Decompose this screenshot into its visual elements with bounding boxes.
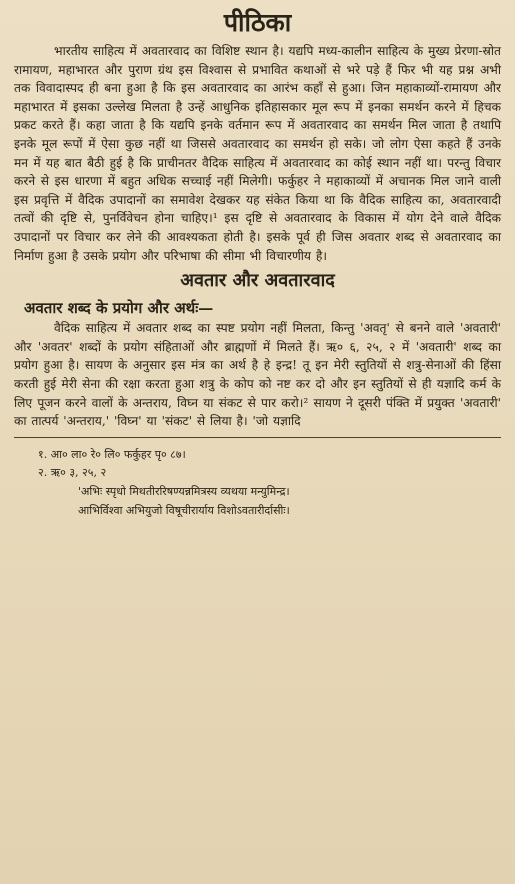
intro-paragraph: भारतीय साहित्य में अवतारवाद का विशिष्ट स्थान है। यद्यपि मध्य-कालीन साहित्य के मुख्य प्रेरणा-स्रोत रामायण, महाभारत और पुराण ग्रंथ इस विश्वास से प्रभावित कथाओं से भरे पड़े हैं फिर भी यह प्रश्न अभी तक विवादास्पद ही बना हुआ है कि इस अवतारवाद का आरंभ कहाँ से हुआ। जिन महाकाव्यों-रामायण और महाभारत में इसका उल्लेख मिलता है उन्हें आधुनिक इतिहासकार मूल रूप में इनका समर्थन करने में हिचक प्रकट करते हैं। कहा जाता है कि यद्यपि इनके वर्तमान रूप में अवतारवाद का समर्थन मिल जाता है तथापि इनके मूल रूपों में ऐसा कुछ नहीं था जिससे अवतारवाद का समर्थन हो सके। जो लोग ऐसा कहते हैं उनके मन में यह बात बैठी हुई है कि प्राचीनतर वैदिक साहित्य में अवतारवाद का कोई स्थान नहीं था। परन्तु विचार करने से इस धारणा में बहुत अधिक सच्चाई नहीं मिलेगी। फर्कुहर ने महाकाव्यों में अचानक मिल जाने वाली इस प्रवृत्ति में वैदिक उपादानों का समावेश देखकर यह संकेत किया था कि वैदिक साहित्य का, अवतारवादी तत्वों की दृष्टि से, पुनर्विवेचन होना चाहिए।¹ इस दृष्टि से अवतारवाद के विकास में योग देने वाले वैदिक उपादानों पर विचार कर लेने की आवश्यकता होती है। इसके पूर्व ही जिस अवतार शब्द से अवतारवाद का निर्माण हुआ है उसके प्रयोग और परिभाषा की सीमा भी विचारणीय है। <box>14 44 501 263</box>
sub-heading: अवतार शब्द के प्रयोग और अर्थः— <box>24 299 214 318</box>
footnote-verse-line-1: 'अभिः स्पृधो मिथतीररिषण्यन्नमित्रस्य व्यथया मन्युमिन्द्र। <box>78 484 290 498</box>
footnote-2: २. ऋ० ३, २५, २ <box>38 465 107 479</box>
footnote-verse-line-2: आभिर्विश्वा अभियुजो विषूचीरार्याय विशोऽवतारीर्दासीः। <box>78 503 290 517</box>
section-body <box>14 319 501 431</box>
page-title: पीठिका <box>223 8 292 37</box>
footnotes <box>14 446 501 520</box>
footnote-divider <box>14 437 501 438</box>
footnote-1: १. आ० ला० रे० लि० फर्कुहर पृ० ८७। <box>38 447 186 461</box>
section-heading: अवतार और अवतारवाद <box>180 270 335 292</box>
intro-section <box>14 42 501 265</box>
section-paragraph: वैदिक साहित्य में अवतार शब्द का स्पष्ट प्रयोग नहीं मिलता, किन्तु 'अवतृ' से बनने वाले 'अवतारी' और 'अवतर' शब्दों के प्रयोग संहिताओं और ब्राह्मणों में मिलते हैं। ऋ० ६, २५, २ में 'अवतारी' शब्द का प्रयोग हुआ है। सायण के अनुसार इस मंत्र का अर्थ है हे इन्द्र! तू इन मेरी स्तुतियों से शत्रु-सेनाओं की हिंसा करती हुई मेरी सेना की रक्षा करता हुआ शत्रु के कोप को नष्ट कर दो और इन स्तुतियों से ही यज्ञादि कर्म के लिए पूजन करने वालों के अन्तराय, विघ्न या संकट से पार करो।² सायण ने दूसरी पंक्ति में प्रयुक्त 'अवतारी' का तात्पर्य 'अन्तराय,' 'विघ्न' या 'संकट' से लिया है। 'जो यज्ञादि <box>14 321 501 429</box>
